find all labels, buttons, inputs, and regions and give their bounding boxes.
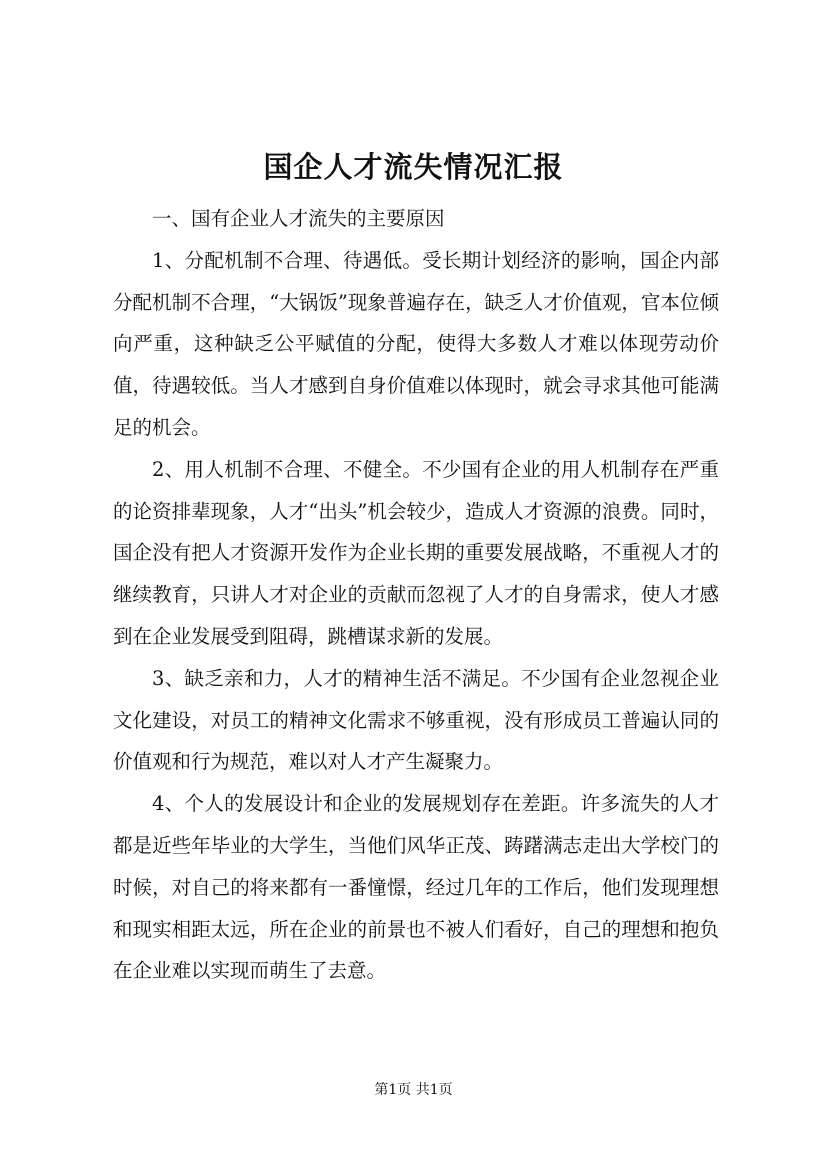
document-title: 国企人才流失情况汇报	[263, 150, 564, 184]
paragraph-3: 3、缺乏亲和力，人才的精神生活不满足。不少国有企业忽视企业文化建设，对员工的精神文化需求不够重视，没有形成员工普遍认同的价值观和行为规范，难以对人才产生凝聚力。	[113, 666, 719, 774]
document-body	[113, 198, 719, 992]
section-heading: 一、国有企业人才流失的主要原因	[152, 207, 445, 230]
paragraph-1: 1、分配机制不合理、待遇低。受长期计划经济的影响，国企内部分配机制不合理，“大锅饭”现象普遍存在，缺乏人才价值观，官本位倾向严重，这种缺乏公平赋值的分配，使得大多数人才难以体现劳动价值，待遇较低。当人才感到自身价值难以体现时，就会寻求其他可能满足的机会。	[113, 248, 719, 439]
page-footer: 第1页 共1页	[374, 1082, 453, 1098]
paragraph-2: 2、用人机制不合理、不健全。不少国有企业的用人机制存在严重的论资排辈现象，人才“出头”机会较少，造成人才资源的浪费。同时，国企没有把人才资源开发作为企业长期的重要发展战略，不重视人才的继续教育，只讲人才对企业的贡献而忽视了人才的自身需求，使人才感到在企业发展受到阻碍，跳槽谋求新的发展。	[113, 457, 719, 648]
paragraph-4: 4、个人的发展设计和企业的发展规划存在差距。许多流失的人才都是近些年毕业的大学生，当他们风华正茂、踌躇满志走出大学校门的时候，对自己的将来都有一番憧憬，经过几年的工作后，他们发现理想和现实相距太远，所在企业的前景也不被人们看好，自己的理想和抱负在企业难以实现而萌生了去意。	[113, 792, 719, 983]
